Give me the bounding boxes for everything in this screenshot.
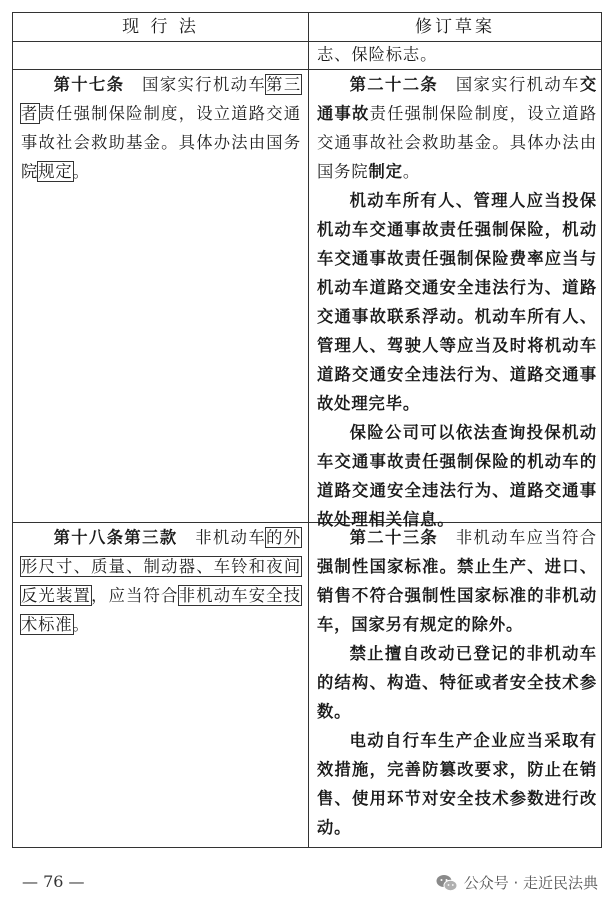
column-divider	[308, 13, 309, 847]
boxed-term: 非机动车安全技术标准	[21, 586, 301, 634]
article-23-paragraph-3: 电动自行车生产企业应当采取有效措施，完善防篡改要求，防止在销售、使用环节对安全技术参数进行改动。	[317, 731, 597, 837]
row0-right-text: 志、保险标志。	[317, 45, 438, 64]
article-23-label: 第二十三条	[349, 528, 439, 547]
watermark	[436, 872, 598, 893]
boxed-term: 的外形尺寸、质量、制动器、车铃和夜间反光装置	[21, 528, 301, 605]
article-17-label: 第十七条	[53, 75, 125, 94]
wechat-icon	[436, 874, 458, 892]
boxed-term: 规定	[38, 162, 73, 181]
article-23-paragraph-2: 禁止擅自改动已登记的非机动车的结构、构造、特征或者安全技术参数。	[317, 644, 597, 721]
row2-left-cell	[21, 523, 301, 639]
article-22-paragraph-3: 保险公司可以依法查询投保机动车交通事故责任强制保险的机动车的道路交通安全违法行为、道路交通事故处理相关信息。	[317, 423, 597, 529]
comparison-table	[12, 12, 602, 848]
boxed-term: 第三者	[21, 75, 301, 123]
header-revision-draft: 修订草案	[415, 17, 495, 37]
article-17-text: 第十七条 国家实行机动车第三者责任强制保险制度，设立道路交通事故社会救助基金。具体办法由国务院规定。	[21, 75, 301, 181]
article-18-text: 第十八条第三款 非机动车的外形尺寸、质量、制动器、车铃和夜间反光装置，应当符合非机动车安全技术标准。	[21, 528, 301, 634]
header-current-law: 现 行 法	[122, 17, 199, 37]
article-18-label: 第十八条第三款	[53, 528, 178, 547]
watermark-text: 公众号 · 走近民法典	[463, 874, 598, 892]
article-22-label: 第二十二条	[349, 75, 439, 94]
article-22-paragraph-2: 机动车所有人、管理人应当投保机动车交通事故责任强制保险，机动车交通事故责任强制保险费率应当与机动车道路交通安全违法行为、道路交通事故联系浮动。机动车所有人、管理人、驾驶人等应当及时将机动车道路交通安全违法行为、道路交通事故处理完毕。	[317, 191, 597, 413]
page-number: — 76 —	[22, 872, 85, 891]
row2-right-cell	[317, 523, 597, 842]
article-22-text: 第二十二条 国家实行机动车交通事故责任强制保险制度，设立道路交通事故社会救助基金。具体办法由国务院制定。	[317, 75, 598, 181]
article-23-text: 第二十三条 非机动车应当符合强制性国家标准。禁止生产、进口、销售不符合强制性国家标准的非机动车，国家另有规定的除外。	[317, 528, 597, 634]
row1-left-cell	[21, 70, 301, 186]
row1-right-cell	[317, 70, 597, 534]
